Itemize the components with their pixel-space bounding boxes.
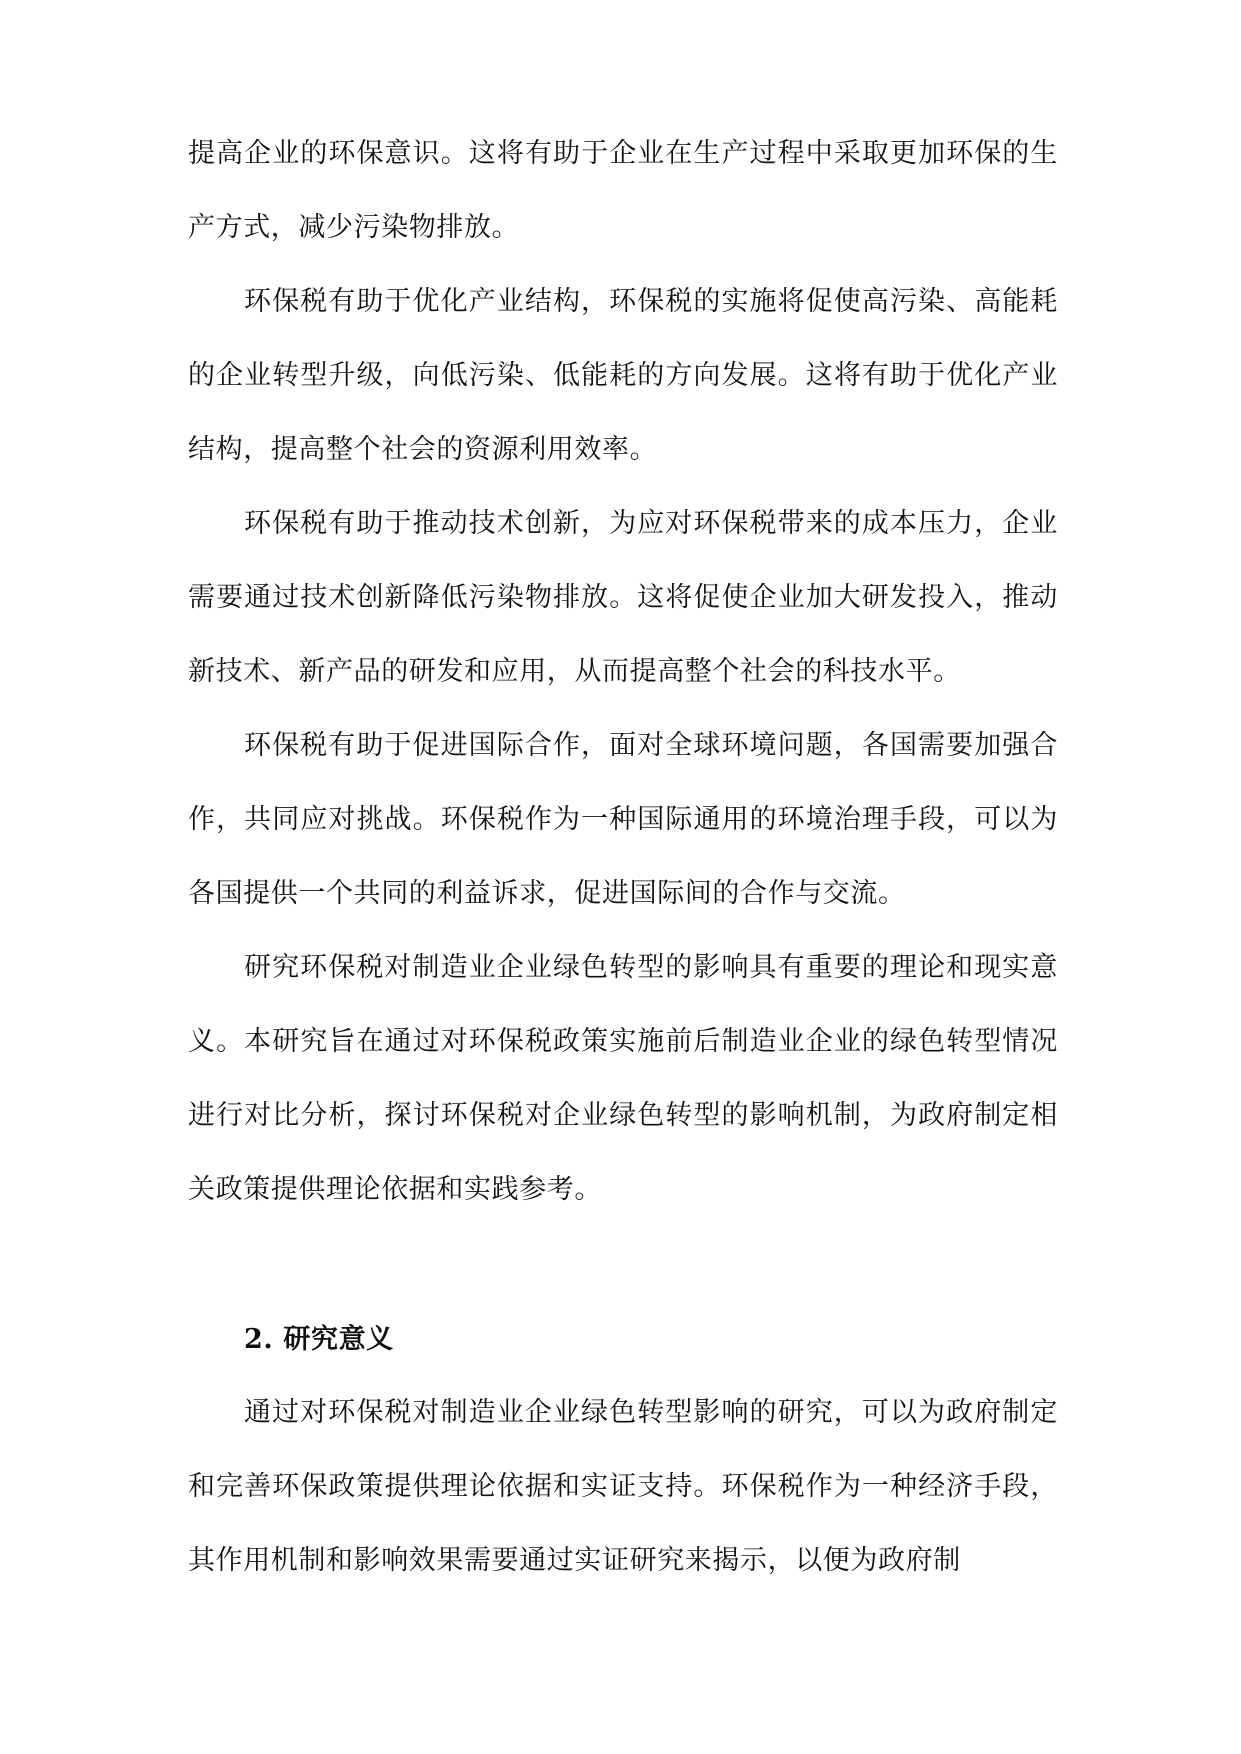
paragraph-3: 环保税有助于推动技术创新，为应对环保税带来的成本压力，企业需要通过技术创新降低污染物排放。这将促使企业加大研发投入，推动新技术、新产品的研发和应用，从而提高整个社会的科技水平。: [188, 508, 1058, 687]
body-text-top: [188, 117, 1058, 1227]
section-heading: 2. 研究意义: [244, 1324, 394, 1355]
section-paragraph-1: 通过对环保税对制造业企业绿色转型影响的研究，可以为政府制定和完善环保政策提供理论依据和实证支持。环保税作为一种经济手段，其作用机制和影响效果需要通过实证研究来揭示，以便为政府制: [188, 1397, 1058, 1576]
paragraph-5: 研究环保税对制造业企业绿色转型的影响具有重要的理论和现实意义。本研究旨在通过对环保税政策实施前后制造业企业的绿色转型情况进行对比分析，探讨环保税对企业绿色转型的影响机制，为政府制定相关政策提供理论依据和实践参考。: [188, 952, 1058, 1205]
body-text-bottom: [188, 1376, 1058, 1598]
paragraph-4: 环保税有助于促进国际合作，面对全球环境问题，各国需要加强合作，共同应对挑战。环保税作为一种国际通用的环境治理手段，可以为各国提供一个共同的利益诉求，促进国际间的合作与交流。: [188, 730, 1058, 909]
paragraph-1: 提高企业的环保意识。这将有助于企业在生产过程中采取更加环保的生产方式，减少污染物排放。: [188, 138, 1058, 243]
paragraph-2: 环保税有助于优化产业结构，环保税的实施将促使高污染、高能耗的企业转型升级，向低污染、低能耗的方向发展。这将有助于优化产业结构，提高整个社会的资源利用效率。: [188, 286, 1058, 465]
